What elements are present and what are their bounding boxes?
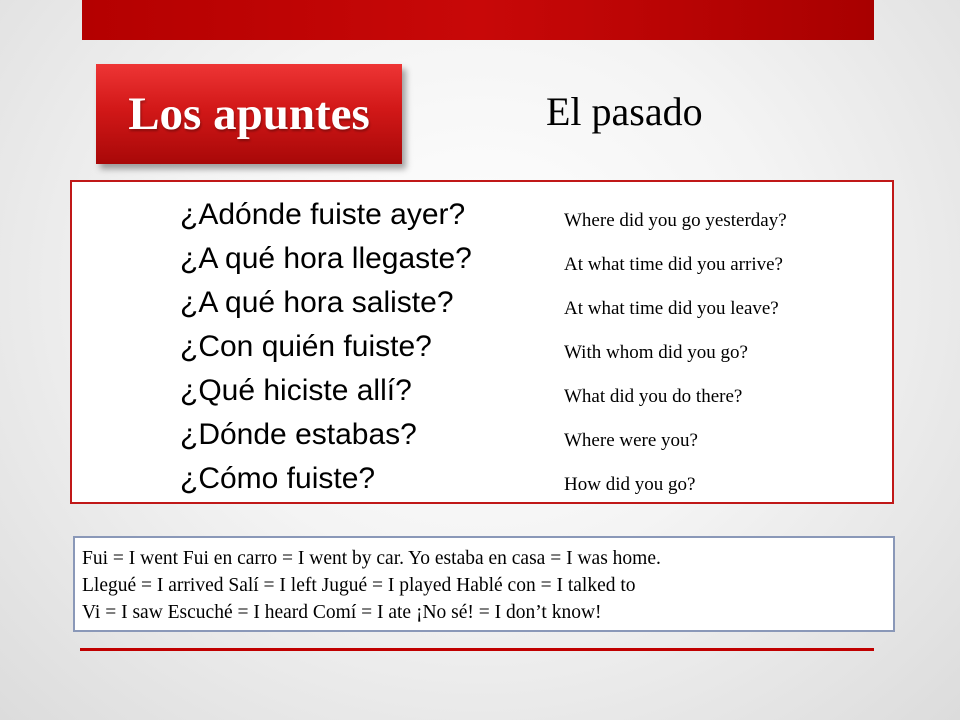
question-spanish: ¿Con quién fuiste? <box>180 330 432 363</box>
question-row <box>72 366 892 406</box>
vocabulary-line: Vi = I saw Escuché = I heard Comí = I ate ¡No sé! = I don’t know! <box>82 602 602 623</box>
question-english: What did you do there? <box>564 386 743 407</box>
question-row <box>72 410 892 450</box>
question-english: At what time did you arrive? <box>564 254 783 275</box>
vocabulary-panel <box>73 536 895 632</box>
question-spanish: ¿Qué hiciste allí? <box>180 374 412 407</box>
question-english: Where did you go yesterday? <box>564 210 787 231</box>
question-spanish: ¿Dónde estabas? <box>180 418 417 451</box>
question-english: At what time did you leave? <box>564 298 779 319</box>
question-english: With whom did you go? <box>564 342 748 363</box>
question-spanish: ¿A qué hora llegaste? <box>180 242 472 275</box>
bottom-divider <box>80 648 874 651</box>
question-row <box>72 454 892 494</box>
vocabulary-line: Fui = I went Fui en carro = I went by car. Yo estaba en casa = I was home. <box>82 548 661 569</box>
question-english: Where were you? <box>564 430 698 451</box>
page-subtitle: El pasado <box>546 89 703 134</box>
top-accent-bar <box>82 0 874 40</box>
question-row <box>72 322 892 362</box>
title-banner <box>96 64 402 164</box>
questions-panel <box>70 180 894 504</box>
question-spanish: ¿Adónde fuiste ayer? <box>180 198 466 231</box>
question-row <box>72 190 892 230</box>
question-row <box>72 234 892 274</box>
question-spanish: ¿Cómo fuiste? <box>180 462 376 495</box>
page-title: Los apuntes <box>128 88 370 140</box>
question-spanish: ¿A qué hora saliste? <box>180 286 454 319</box>
question-english: How did you go? <box>564 474 696 495</box>
vocabulary-line: Llegué = I arrived Salí = I left Jugué = I played Hablé con = I talked to <box>82 575 636 596</box>
question-row <box>72 278 892 318</box>
